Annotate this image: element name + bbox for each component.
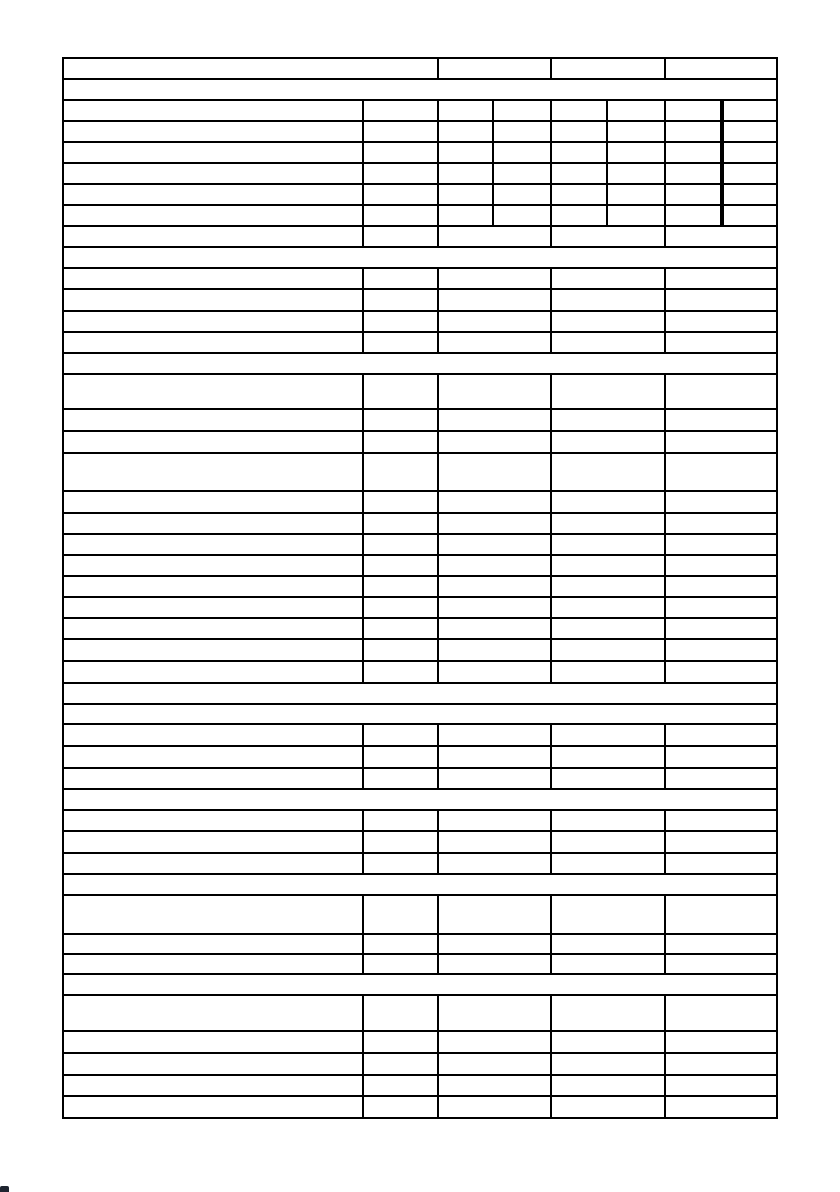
table-row [63,934,777,954]
table-cell [363,639,438,661]
table-row [63,683,777,704]
table-cell [63,1075,363,1096]
table-cell [551,226,665,247]
table-cell [363,226,438,247]
table-cell [363,100,438,121]
table-row [63,513,777,534]
table-cell [438,332,551,353]
table-row [63,184,777,205]
table-cell [665,831,777,853]
table-cell [63,100,363,121]
table-cell [551,374,665,409]
table-row [63,58,777,79]
table-cell [63,1096,363,1118]
table-row [63,289,777,311]
table-cell [665,661,777,683]
table-cell [551,995,665,1031]
table-cell [607,184,665,205]
table-row [63,142,777,163]
table-cell [551,618,665,639]
table-row [63,789,777,810]
table-cell [363,934,438,954]
table-cell [63,597,363,618]
table-cell [722,205,777,226]
table-cell [665,576,777,597]
table-row [63,121,777,142]
table-row [63,704,777,724]
table-cell [551,576,665,597]
table-cell [665,534,777,555]
table-cell [63,768,363,789]
table-row [63,639,777,661]
table-cell [363,268,438,289]
table-cell [438,268,551,289]
table-cell [63,332,363,353]
table-cell [63,895,363,934]
table-cell [63,618,363,639]
table-cell [363,661,438,683]
table-cell [438,1096,551,1118]
table-cell [551,724,665,746]
table-cell [438,431,551,453]
table-cell [493,205,551,226]
table-cell [551,1053,665,1075]
table-cell [63,513,363,534]
table-cell [63,954,363,974]
table-cell [665,810,777,831]
table-cell [438,184,493,205]
table-cell [665,1053,777,1075]
table-cell [665,163,722,184]
table-cell [665,58,777,79]
table-cell [63,576,363,597]
table-cell [63,453,363,491]
table-body [63,58,777,1118]
table-cell [493,142,551,163]
table-cell [551,205,607,226]
blank-form-table [62,57,778,1119]
table-cell [551,100,607,121]
table-cell [722,100,777,121]
table-cell [363,431,438,453]
table-cell [551,58,665,79]
table-cell [665,934,777,954]
table-cell [363,142,438,163]
table-cell [438,853,551,874]
table-cell [438,163,493,184]
table-cell [363,332,438,353]
table-cell [551,555,665,576]
table-cell [63,831,363,853]
table-cell [63,163,363,184]
table-cell [607,121,665,142]
table-cell [438,831,551,853]
table-cell [63,704,777,724]
table-cell [363,289,438,311]
table-cell [551,289,665,311]
table-cell [438,1075,551,1096]
table-row [63,491,777,513]
table-row [63,810,777,831]
table-row [63,431,777,453]
table-cell [665,205,722,226]
table-cell [63,746,363,768]
table-cell [363,205,438,226]
table-cell [551,954,665,974]
table-cell [438,100,493,121]
table-cell [363,618,438,639]
table-cell [438,639,551,661]
table-cell [438,311,551,332]
table-cell [665,374,777,409]
table-cell [665,954,777,974]
table-cell [607,205,665,226]
table-cell [438,226,551,247]
table-cell [363,121,438,142]
table-cell [665,639,777,661]
table-cell [63,268,363,289]
table-cell [665,332,777,353]
table-cell [665,555,777,576]
table-cell [665,597,777,618]
table-cell [665,409,777,431]
table-cell [363,810,438,831]
table-cell [363,534,438,555]
table-cell [665,431,777,453]
table-cell [63,79,777,100]
table-cell [63,974,777,995]
table-cell [665,268,777,289]
table-cell [63,810,363,831]
table-cell [63,491,363,513]
table-row [63,534,777,555]
table-row [63,874,777,895]
table-cell [438,995,551,1031]
table-row [63,974,777,995]
table-cell [63,853,363,874]
table-cell [665,1031,777,1053]
table-cell [363,831,438,853]
table-row [63,247,777,268]
table-cell [438,576,551,597]
table-cell [665,311,777,332]
table-cell [722,184,777,205]
table-row [63,576,777,597]
table-cell [363,1096,438,1118]
table-cell [363,746,438,768]
table-cell [63,639,363,661]
table-cell [438,121,493,142]
table-row [63,163,777,184]
table-cell [63,555,363,576]
table-cell [438,810,551,831]
table-cell [363,853,438,874]
table-cell [551,1096,665,1118]
table-cell [665,184,722,205]
table-row [63,1031,777,1053]
table-cell [438,513,551,534]
table-cell [63,1053,363,1075]
table-cell [438,954,551,974]
table-cell [665,768,777,789]
table-cell [551,661,665,683]
table-cell [63,353,777,374]
table-cell [551,332,665,353]
table-cell [551,121,607,142]
table-cell [551,853,665,874]
table-cell [665,895,777,934]
table-cell [63,289,363,311]
table-cell [438,895,551,934]
table-cell [363,995,438,1031]
table-cell [722,142,777,163]
table-cell [551,513,665,534]
table-cell [551,453,665,491]
table-cell [63,874,777,895]
table-row [63,768,777,789]
table-row [63,100,777,121]
table-cell [665,100,722,121]
table-cell [363,597,438,618]
table-cell [607,100,665,121]
table-row [63,332,777,353]
table-cell [438,453,551,491]
table-cell [551,831,665,853]
table-cell [438,597,551,618]
table-cell [551,597,665,618]
table-row [63,409,777,431]
table-row [63,268,777,289]
table-cell [551,163,607,184]
table-cell [363,576,438,597]
table-cell [438,289,551,311]
table-cell [438,768,551,789]
table-cell [438,934,551,954]
table-cell [438,1053,551,1075]
table-cell [438,534,551,555]
table-row [63,453,777,491]
table-cell [363,491,438,513]
table-cell [665,1096,777,1118]
page-corner-artifact [0,1186,9,1192]
table-cell [63,724,363,746]
table-cell [363,1031,438,1053]
table-cell [363,311,438,332]
table-cell [551,934,665,954]
table-row [63,618,777,639]
table-cell [722,121,777,142]
table-cell [551,895,665,934]
table-cell [438,205,493,226]
table-cell [63,184,363,205]
table-row [63,1053,777,1075]
table-cell [438,491,551,513]
table-row [63,353,777,374]
table-cell [363,513,438,534]
table-cell [363,895,438,934]
table-cell [551,746,665,768]
table-cell [551,409,665,431]
table-row [63,555,777,576]
table-cell [551,431,665,453]
table-row [63,995,777,1031]
table-row [63,205,777,226]
table-cell [63,311,363,332]
table-cell [665,995,777,1031]
table-cell [665,853,777,874]
table-cell [551,1031,665,1053]
table-cell [63,1031,363,1053]
table-cell [363,954,438,974]
table-cell [438,724,551,746]
table-cell [63,205,363,226]
table-cell [493,121,551,142]
table-cell [665,491,777,513]
table-cell [438,409,551,431]
table-cell [665,226,777,247]
table-cell [63,661,363,683]
table-cell [722,163,777,184]
table-cell [438,142,493,163]
table-cell [63,142,363,163]
table-cell [665,618,777,639]
table-cell [665,121,722,142]
table-cell [551,810,665,831]
table-row [63,954,777,974]
table-cell [363,409,438,431]
table-cell [63,789,777,810]
table-cell [438,58,551,79]
table-cell [493,163,551,184]
table-row [63,597,777,618]
table-cell [438,661,551,683]
table-row [63,895,777,934]
table-cell [438,1031,551,1053]
table-cell [551,534,665,555]
table-cell [63,995,363,1031]
table-row [63,374,777,409]
table-cell [493,100,551,121]
table-cell [363,555,438,576]
table-cell [363,1053,438,1075]
table-cell [551,311,665,332]
table-cell [63,58,438,79]
table-cell [438,618,551,639]
table-cell [363,768,438,789]
table-cell [665,746,777,768]
table-cell [551,268,665,289]
table-cell [551,1075,665,1096]
table-cell [551,768,665,789]
table-row [63,311,777,332]
table-cell [551,491,665,513]
table-row [63,1075,777,1096]
table-cell [551,184,607,205]
table-cell [63,431,363,453]
table-cell [665,513,777,534]
table-cell [63,121,363,142]
table-cell [665,142,722,163]
table-cell [363,184,438,205]
table-row [63,226,777,247]
table-cell [665,1075,777,1096]
table-cell [551,639,665,661]
table-cell [363,374,438,409]
table-cell [665,453,777,491]
table-cell [63,683,777,704]
table-cell [63,226,363,247]
table-row [63,661,777,683]
table-cell [607,142,665,163]
table-row [63,831,777,853]
table-cell [665,724,777,746]
table-cell [363,453,438,491]
table-row [63,79,777,100]
table-row [63,853,777,874]
table-row [63,746,777,768]
table-cell [551,142,607,163]
table-cell [607,163,665,184]
table-cell [363,724,438,746]
table-row [63,1096,777,1118]
table-cell [665,289,777,311]
table-cell [363,1075,438,1096]
table-cell [63,534,363,555]
table-cell [438,374,551,409]
table-cell [63,934,363,954]
table-cell [63,409,363,431]
table-cell [63,374,363,409]
table-cell [363,163,438,184]
table-cell [438,555,551,576]
table-cell [63,247,777,268]
table-cell [493,184,551,205]
table-row [63,724,777,746]
table-cell [438,746,551,768]
